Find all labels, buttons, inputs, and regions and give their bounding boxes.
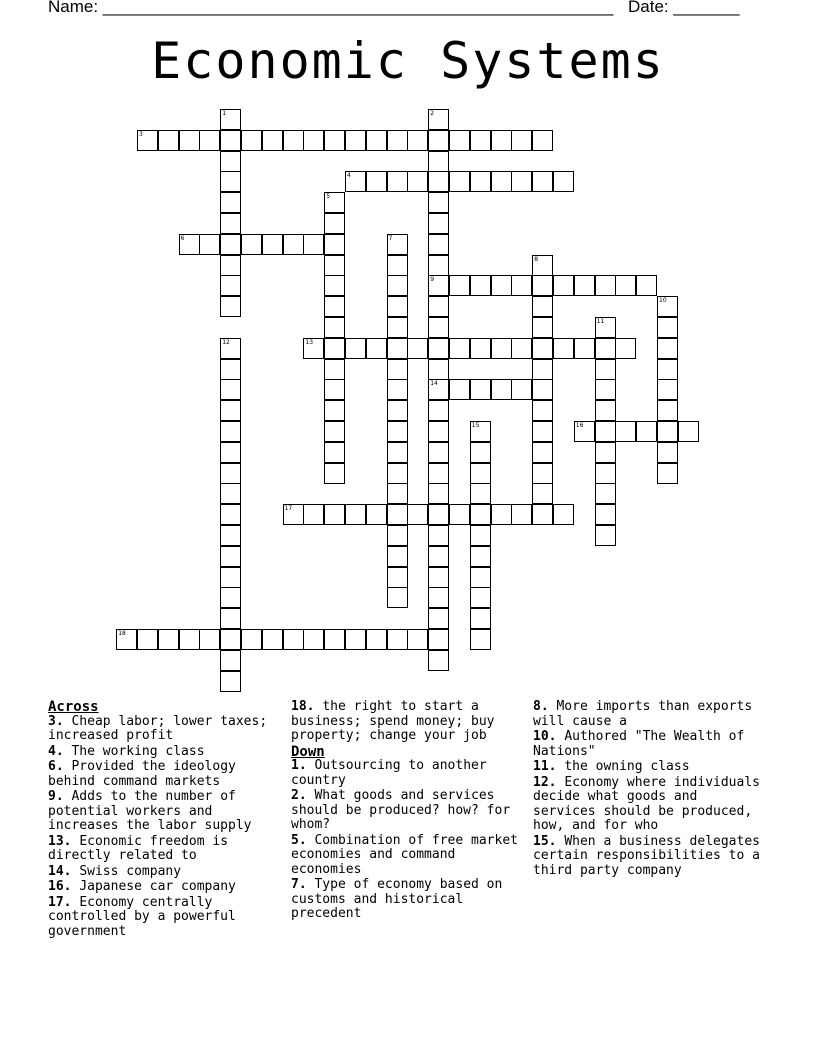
down-heading: Down xyxy=(291,743,325,760)
grid-cell[interactable] xyxy=(657,338,678,359)
grid-cell[interactable] xyxy=(428,504,449,525)
clue-column-2 xyxy=(291,700,527,923)
grid-cell[interactable] xyxy=(532,442,553,463)
grid-cell[interactable] xyxy=(220,629,241,650)
grid-cell[interactable] xyxy=(615,275,636,296)
grid-cell[interactable] xyxy=(303,504,324,525)
grid-cell[interactable] xyxy=(220,379,241,400)
grid-cell[interactable] xyxy=(387,504,408,525)
grid-cell[interactable] xyxy=(220,213,241,234)
grid-cell[interactable] xyxy=(553,171,574,192)
grid-cell[interactable] xyxy=(324,255,345,276)
grid-cell[interactable] xyxy=(470,608,491,629)
grid-cell[interactable] xyxy=(241,629,262,650)
grid-cell[interactable] xyxy=(220,255,241,276)
grid-cell[interactable] xyxy=(303,234,324,255)
grid-cell[interactable] xyxy=(220,483,241,504)
clue-number: 10 xyxy=(659,297,667,305)
grid-cell[interactable] xyxy=(303,338,324,359)
clue-down-5: 5. Combination of free market economies and command economies xyxy=(291,832,518,877)
grid-cell[interactable] xyxy=(470,629,491,650)
grid-cell[interactable] xyxy=(387,359,408,380)
grid-cell[interactable] xyxy=(324,213,345,234)
grid-cell[interactable] xyxy=(324,504,345,525)
grid-cell[interactable] xyxy=(449,275,470,296)
grid-cell[interactable] xyxy=(387,379,408,400)
grid-cell[interactable] xyxy=(220,130,241,151)
grid-cell[interactable] xyxy=(470,546,491,567)
grid-cell[interactable] xyxy=(428,400,449,421)
grid-cell[interactable] xyxy=(220,171,241,192)
grid-cell[interactable] xyxy=(407,338,428,359)
grid-cell[interactable] xyxy=(595,442,616,463)
grid-cell[interactable] xyxy=(387,421,408,442)
clue-down-2: 2. What goods and services should be produced? how? for whom? xyxy=(291,788,511,832)
clue-number: 3 xyxy=(139,130,143,138)
clue-number: 16 xyxy=(575,422,584,429)
grid-cell[interactable] xyxy=(366,504,387,525)
grid-cell[interactable] xyxy=(553,275,574,296)
grid-cell[interactable] xyxy=(179,629,200,650)
grid-cell[interactable] xyxy=(220,359,241,380)
grid-cell[interactable] xyxy=(449,338,470,359)
grid-cell[interactable] xyxy=(532,275,553,296)
grid-cell[interactable] xyxy=(491,130,512,151)
clue-number: 15 xyxy=(471,422,480,429)
grid-cell[interactable] xyxy=(511,171,532,192)
grid-cell[interactable] xyxy=(283,234,304,255)
grid-cell[interactable] xyxy=(220,463,241,484)
grid-cell[interactable] xyxy=(387,275,408,296)
grid-cell[interactable] xyxy=(220,671,241,692)
grid-cell[interactable] xyxy=(615,338,636,359)
grid-cell[interactable] xyxy=(532,463,553,484)
clue-number: 7 xyxy=(388,234,393,242)
grid-cell[interactable] xyxy=(595,504,616,525)
grid-cell[interactable] xyxy=(532,359,553,380)
grid-cell[interactable] xyxy=(574,338,595,359)
clue-number: 4 xyxy=(347,172,351,180)
clue-across-16: 16. Japanese car company xyxy=(48,879,236,894)
grid-cell[interactable] xyxy=(199,234,220,255)
grid-cell[interactable] xyxy=(220,504,241,525)
grid-cell[interactable] xyxy=(241,234,262,255)
grid-cell[interactable] xyxy=(407,130,428,151)
grid-cell[interactable] xyxy=(283,629,304,650)
grid-cell[interactable] xyxy=(345,338,366,359)
grid-cell[interactable] xyxy=(345,130,366,151)
grid-cell[interactable] xyxy=(428,275,449,296)
grid-cell[interactable] xyxy=(428,338,449,359)
grid-cell[interactable] xyxy=(470,567,491,588)
grid-cell[interactable] xyxy=(387,525,408,546)
grid-cell[interactable] xyxy=(449,504,470,525)
grid-cell[interactable] xyxy=(470,275,491,296)
grid-cell[interactable] xyxy=(636,421,657,442)
grid-cell[interactable] xyxy=(387,255,408,276)
grid-cell[interactable] xyxy=(657,296,678,317)
grid-cell[interactable] xyxy=(220,296,241,317)
clue-number: 2 xyxy=(430,110,435,117)
grid-cell[interactable] xyxy=(428,255,449,276)
grid-cell[interactable] xyxy=(387,234,408,255)
across-heading: Across xyxy=(48,699,99,715)
grid-cell[interactable] xyxy=(158,130,179,151)
grid-cell[interactable] xyxy=(220,421,241,442)
grid-cell[interactable] xyxy=(428,650,449,671)
grid-cell[interactable] xyxy=(657,442,678,463)
grid-cell[interactable] xyxy=(532,255,553,276)
grid-cell[interactable] xyxy=(262,130,283,151)
grid-cell[interactable] xyxy=(387,400,408,421)
grid-cell[interactable] xyxy=(428,151,449,172)
grid-cell[interactable] xyxy=(511,504,532,525)
grid-cell[interactable] xyxy=(470,421,491,442)
grid-cell[interactable] xyxy=(657,379,678,400)
clue-down-1: 1. Outsourcing to another country xyxy=(291,758,487,788)
grid-cell[interactable] xyxy=(428,483,449,504)
clue-number: 6 xyxy=(180,234,185,242)
grid-cell[interactable] xyxy=(324,234,345,255)
grid-cell[interactable] xyxy=(574,421,595,442)
clue-column-1 xyxy=(48,700,284,940)
grid-cell[interactable] xyxy=(595,359,616,380)
grid-cell[interactable] xyxy=(470,483,491,504)
grid-cell[interactable] xyxy=(262,629,283,650)
clue-number: 18 xyxy=(118,630,126,637)
clue-across-17: 17. Economy centrally controlled by a powerful government xyxy=(48,894,236,939)
grid-cell[interactable] xyxy=(532,296,553,317)
grid-cell[interactable] xyxy=(324,379,345,400)
grid-cell[interactable] xyxy=(428,130,449,151)
clue-down-7: 7. Type of economy based on customs and historical precedent xyxy=(291,877,503,921)
grid-cell[interactable] xyxy=(532,130,553,151)
grid-cell[interactable] xyxy=(345,171,366,192)
grid-cell[interactable] xyxy=(532,317,553,338)
grid-cell[interactable] xyxy=(595,275,616,296)
clue-column-3 xyxy=(533,700,765,879)
grid-cell[interactable] xyxy=(199,629,220,650)
grid-cell[interactable] xyxy=(220,151,241,172)
grid-cell[interactable] xyxy=(532,483,553,504)
name-field-label: Name: ______________________________________________________ xyxy=(48,0,614,16)
grid-cell[interactable] xyxy=(657,463,678,484)
grid-cell[interactable] xyxy=(449,379,470,400)
grid-cell[interactable] xyxy=(532,379,553,400)
grid-cell[interactable] xyxy=(470,587,491,608)
grid-cell[interactable] xyxy=(407,629,428,650)
grid-cell[interactable] xyxy=(387,546,408,567)
clue-across-13: 13. Economic freedom is directly related to xyxy=(48,833,229,863)
clue-across-9: 9. Adds to the number of potential workers and increases the labor supply xyxy=(48,789,252,833)
grid-cell[interactable] xyxy=(407,504,428,525)
date-field-label: Date: _______ xyxy=(628,0,740,16)
grid-cell[interactable] xyxy=(511,338,532,359)
clue-down-8: 8. More imports than exports will cause a xyxy=(533,699,753,729)
grid-cell[interactable] xyxy=(387,171,408,192)
grid-cell[interactable] xyxy=(470,504,491,525)
grid-cell[interactable] xyxy=(511,379,532,400)
grid-cell[interactable] xyxy=(636,275,657,296)
grid-cell[interactable] xyxy=(657,359,678,380)
grid-cell[interactable] xyxy=(366,130,387,151)
grid-cell[interactable] xyxy=(199,130,220,151)
clue-number: 9 xyxy=(430,276,435,284)
grid-cell[interactable] xyxy=(428,192,449,213)
grid-cell[interactable] xyxy=(491,504,512,525)
grid-cell[interactable] xyxy=(179,234,200,255)
grid-cell[interactable] xyxy=(220,587,241,608)
grid-cell[interactable] xyxy=(324,192,345,213)
grid-cell[interactable] xyxy=(324,275,345,296)
grid-cell[interactable] xyxy=(303,629,324,650)
grid-cell[interactable] xyxy=(491,171,512,192)
grid-cell[interactable] xyxy=(595,525,616,546)
grid-cell[interactable] xyxy=(470,171,491,192)
grid-cell[interactable] xyxy=(511,275,532,296)
grid-cell[interactable] xyxy=(428,463,449,484)
grid-cell[interactable] xyxy=(220,650,241,671)
grid-cell[interactable] xyxy=(220,400,241,421)
grid-cell[interactable] xyxy=(470,525,491,546)
grid-cell[interactable] xyxy=(595,317,616,338)
grid-cell[interactable] xyxy=(595,400,616,421)
grid-cell[interactable] xyxy=(324,421,345,442)
grid-cell[interactable] xyxy=(428,421,449,442)
grid-cell[interactable] xyxy=(283,130,304,151)
grid-cell[interactable] xyxy=(428,234,449,255)
grid-cell[interactable] xyxy=(595,463,616,484)
grid-cell[interactable] xyxy=(366,171,387,192)
grid-cell[interactable] xyxy=(387,463,408,484)
grid-cell[interactable] xyxy=(324,629,345,650)
grid-cell[interactable] xyxy=(449,130,470,151)
clue-across-14: 14. Swiss company xyxy=(48,863,182,879)
clue-number: 8 xyxy=(534,255,539,263)
clue-across-3: 3. Cheap labor; lower taxes; increased profit xyxy=(48,713,268,743)
grid-cell[interactable] xyxy=(241,130,262,151)
puzzle-title: Economic Systems xyxy=(151,32,665,90)
grid-cell[interactable] xyxy=(220,275,241,296)
grid-cell[interactable] xyxy=(303,130,324,151)
grid-cell[interactable] xyxy=(428,109,449,130)
grid-cell[interactable] xyxy=(491,379,512,400)
grid-cell[interactable] xyxy=(220,608,241,629)
grid-cell[interactable] xyxy=(283,504,304,525)
grid-cell[interactable] xyxy=(387,442,408,463)
grid-cell[interactable] xyxy=(324,463,345,484)
grid-cell[interactable] xyxy=(553,504,574,525)
grid-cell[interactable] xyxy=(428,608,449,629)
grid-cell[interactable] xyxy=(220,338,241,359)
grid-cell[interactable] xyxy=(470,442,491,463)
grid-cell[interactable] xyxy=(532,504,553,525)
grid-cell[interactable] xyxy=(387,483,408,504)
grid-cell[interactable] xyxy=(470,379,491,400)
grid-cell[interactable] xyxy=(595,338,616,359)
clue-number: 5 xyxy=(326,193,331,201)
grid-cell[interactable] xyxy=(387,629,408,650)
clue-down-11: 11. the owning class xyxy=(533,759,690,774)
grid-cell[interactable] xyxy=(470,130,491,151)
grid-cell[interactable] xyxy=(324,338,345,359)
grid-cell[interactable] xyxy=(324,400,345,421)
grid-cell[interactable] xyxy=(220,525,241,546)
grid-cell[interactable] xyxy=(553,338,574,359)
grid-cell[interactable] xyxy=(324,130,345,151)
grid-cell[interactable] xyxy=(428,629,449,650)
grid-cell[interactable] xyxy=(324,442,345,463)
grid-cell[interactable] xyxy=(220,109,241,130)
grid-cell[interactable] xyxy=(428,296,449,317)
clue-across-6: 6. Provided the ideology behind command markets xyxy=(48,759,236,789)
grid-cell[interactable] xyxy=(324,359,345,380)
grid-cell[interactable] xyxy=(491,338,512,359)
clue-down-10: 10. Authored "The Wealth of Nations" xyxy=(533,729,745,759)
grid-cell[interactable] xyxy=(428,442,449,463)
grid-cell[interactable] xyxy=(428,587,449,608)
grid-cell[interactable] xyxy=(595,379,616,400)
clue-down-12: 12. Economy where individuals decide what goods and services should be produced, how, and for who xyxy=(533,774,760,833)
grid-cell[interactable] xyxy=(220,442,241,463)
grid-cell[interactable] xyxy=(220,192,241,213)
grid-cell[interactable] xyxy=(387,317,408,338)
grid-cell[interactable] xyxy=(532,421,553,442)
grid-cell[interactable] xyxy=(387,338,408,359)
grid-cell[interactable] xyxy=(324,317,345,338)
grid-cell[interactable] xyxy=(615,421,636,442)
clue-across-18: 18. the right to start a business; spend money; buy property; change your job xyxy=(291,699,495,743)
clue-number: 11 xyxy=(596,318,605,325)
grid-cell[interactable] xyxy=(220,546,241,567)
grid-cell[interactable] xyxy=(428,213,449,234)
grid-cell[interactable] xyxy=(657,400,678,421)
grid-cell[interactable] xyxy=(470,463,491,484)
grid-cell[interactable] xyxy=(595,483,616,504)
grid-cell[interactable] xyxy=(491,275,512,296)
grid-cell[interactable] xyxy=(428,546,449,567)
grid-cell[interactable] xyxy=(345,629,366,650)
grid-cell[interactable] xyxy=(366,338,387,359)
grid-cell[interactable] xyxy=(387,587,408,608)
grid-cell[interactable] xyxy=(428,567,449,588)
grid-cell[interactable] xyxy=(137,629,158,650)
grid-cell[interactable] xyxy=(366,629,387,650)
grid-cell[interactable] xyxy=(678,421,699,442)
grid-cell[interactable] xyxy=(532,338,553,359)
clue-across-4: 4. The working class xyxy=(48,743,205,759)
grid-cell[interactable] xyxy=(407,171,428,192)
grid-cell[interactable] xyxy=(428,317,449,338)
grid-cell[interactable] xyxy=(324,296,345,317)
grid-cell[interactable] xyxy=(220,234,241,255)
clue-number: 14 xyxy=(430,380,438,388)
grid-cell[interactable] xyxy=(137,130,158,151)
grid-cell[interactable] xyxy=(262,234,283,255)
clue-down-15: 15. When a business delegates certain responsibilities to a third party company xyxy=(533,833,760,878)
grid-cell[interactable] xyxy=(532,171,553,192)
grid-cell[interactable] xyxy=(387,296,408,317)
grid-cell[interactable] xyxy=(574,275,595,296)
grid-cell[interactable] xyxy=(179,130,200,151)
grid-cell[interactable] xyxy=(428,379,449,400)
grid-cell[interactable] xyxy=(158,629,179,650)
grid-cell[interactable] xyxy=(428,171,449,192)
grid-cell[interactable] xyxy=(449,171,470,192)
grid-cell[interactable] xyxy=(387,130,408,151)
clue-number: 17 xyxy=(284,505,293,513)
grid-cell[interactable] xyxy=(345,504,366,525)
grid-cell[interactable] xyxy=(428,525,449,546)
grid-cell[interactable] xyxy=(116,629,137,650)
grid-cell[interactable] xyxy=(595,421,616,442)
clue-number: 13 xyxy=(305,338,314,346)
grid-cell[interactable] xyxy=(657,317,678,338)
grid-cell[interactable] xyxy=(220,567,241,588)
grid-cell[interactable] xyxy=(532,400,553,421)
grid-cell[interactable] xyxy=(657,421,678,442)
clue-number: 12 xyxy=(222,338,230,346)
grid-cell[interactable] xyxy=(470,338,491,359)
grid-cell[interactable] xyxy=(387,567,408,588)
clue-number: 1 xyxy=(222,110,227,117)
grid-cell[interactable] xyxy=(428,359,449,380)
grid-cell[interactable] xyxy=(511,130,532,151)
